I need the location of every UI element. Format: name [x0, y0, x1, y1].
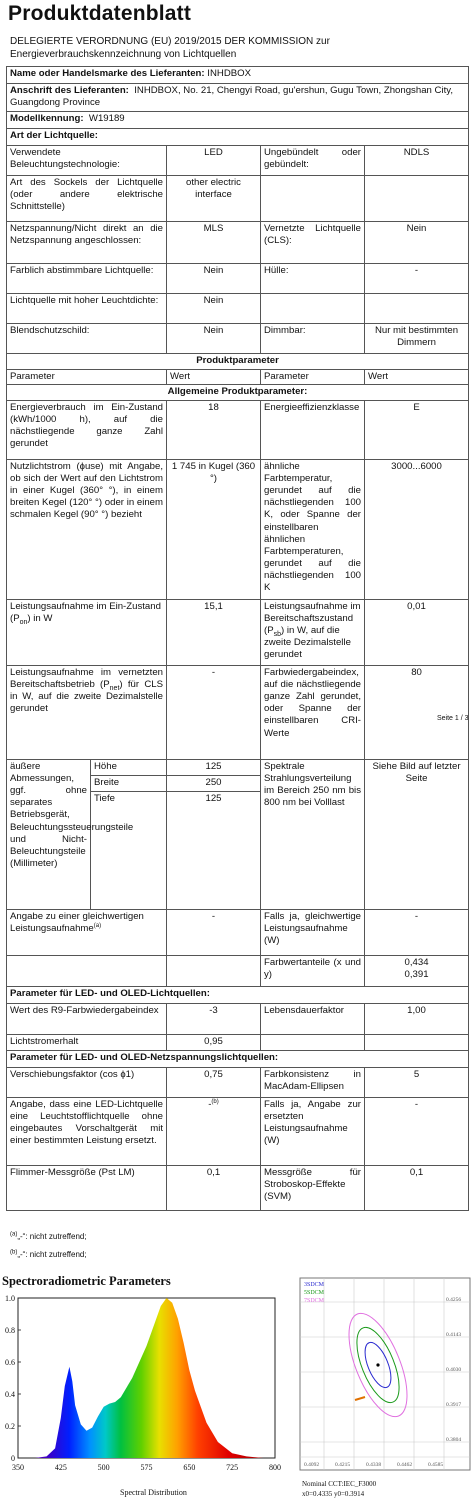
- spectrum-area: [18, 1298, 275, 1458]
- chromaticity-value: 0,434 0,391: [365, 956, 469, 987]
- spectral-distribution-label: Spektrale Strahlungsverteilung im Bereich 250 nm bis 800 nm bei Volllast: [261, 760, 365, 910]
- y-tick-label: 1.0: [5, 1294, 15, 1303]
- x-tick-label: 725: [226, 1463, 239, 1472]
- stroboscopic-metric-label: Messgröße für Stroboskop-Effekte (SVM): [261, 1166, 365, 1211]
- param-value: Nein: [167, 324, 261, 354]
- nominal-cct: Nominal CCT:IEC_F3000: [302, 1480, 377, 1488]
- cie-y-tick: 0.4256: [446, 1297, 462, 1303]
- legend-3sdcm: 3SDCM: [304, 1282, 325, 1288]
- cie-y-tick: 0.3804: [446, 1437, 462, 1443]
- flicker-metric-value: 0,1: [167, 1166, 261, 1211]
- y-tick-label: 0: [11, 1454, 15, 1463]
- param-value: Nein: [167, 294, 261, 324]
- dimension-height-value: 125: [167, 760, 261, 776]
- param-value: MLS: [167, 222, 261, 264]
- footnote-a: $^{(a)}$„-“: nicht zutreffend;: [10, 1231, 87, 1241]
- replaced-power-label: Falls ja, Angabe zur ersetzten Leistungsaufnahme (W): [261, 1098, 365, 1166]
- cri-label: Farbwiedergabeindex, auf die nächstliegende ganze Zahl gerundet, oder Spanne der einstellbaren CRI-Werte: [261, 666, 365, 760]
- useful-flux-value: 1 745 in Kugel (360 °): [167, 460, 261, 600]
- cie-chromaticity-diagram: [298, 1275, 473, 1500]
- column-header-value: Wert: [167, 370, 261, 385]
- param-value: [365, 294, 469, 324]
- cie-x-tick: 0.4338: [366, 1462, 382, 1468]
- legend-7sdcm: 7SDCM: [304, 1298, 325, 1304]
- param-label: Vernetzte Lichtquelle (CLS):: [261, 222, 365, 264]
- product-params-heading: Produktparameter: [7, 354, 469, 370]
- general-params-heading: Allgemeine Produktparameter:: [7, 385, 469, 401]
- x-tick-label: 575: [140, 1463, 153, 1472]
- x-tick-label: 650: [183, 1463, 196, 1472]
- displacement-factor-value: 0,75: [167, 1068, 261, 1098]
- cri-value: 80: [365, 666, 469, 760]
- dimension-width-label: Breite: [91, 776, 167, 792]
- param-label: Art des Sockels der Lichtquelle (oder andere elektrische Schnittstelle): [7, 176, 167, 222]
- cie-x-tick: 0.4092: [304, 1462, 320, 1468]
- param-label: [261, 176, 365, 222]
- param-label: Farblich abstimmbare Lichtquelle:: [7, 264, 167, 294]
- standby-power-value: 0,01: [365, 600, 469, 666]
- cct-label: ähnliche Farbtemperatur, gerundet auf die nächstliegenden 100 K, oder Spanne der einstellbaren ähnlichen Farbtemperaturen, gerundet auf die nächstliegenden 100 K: [261, 460, 365, 600]
- cie-x-tick: 0.4462: [397, 1462, 413, 1468]
- x-axis-label: Spectral Distribution: [120, 1488, 187, 1497]
- survival-factor-value: 1,00: [365, 1004, 469, 1035]
- equivalent-watt-label: Falls ja, gleichwertige Leistungsaufnahme (W): [261, 910, 365, 956]
- supplier-name-row: Name oder Handelsmarke des Lieferanten: INHDBOX: [7, 67, 469, 84]
- nominal-point: [376, 1363, 379, 1366]
- nominal-coordinates: x0=0.4335 y0=0.3914: [302, 1490, 365, 1498]
- fluorescent-replacement-label: Angabe, dass eine LED-Lichtquelle eine Leuchtstofflichtquelle ohne eingebautes Vorschaltgerät mit einer bestimmten Leistung ersetzt.: [7, 1098, 167, 1166]
- r9-value: -3: [167, 1004, 261, 1035]
- useful-flux-label: Nutzlichtstrom (ɸuse) mit Angabe, ob sich der Wert auf den Lichtstrom in einer Kugel (360° °), in einem breiten Kegel (120° °) oder in einem schmalen Kegel (90° °) bezieht: [7, 460, 167, 600]
- r9-label: Wert des R9-Farbwiedergabeindex: [7, 1004, 167, 1035]
- param-label: Lichtquelle mit hoher Leuchtdichte:: [7, 294, 167, 324]
- energy-consumption-label: Energieverbrauch im Ein-Zustand (kWh/1000 h), auf die nächstliegende ganze Zahl gerundet: [7, 401, 167, 460]
- cie-y-tick: 0.4030: [446, 1367, 462, 1373]
- spectral-distribution-value: Siehe Bild auf letzter Seite: [365, 760, 469, 910]
- x-tick-label: 350: [12, 1463, 24, 1472]
- replaced-power-value: -: [365, 1098, 469, 1166]
- supplier-address-row: Anschrift des Lieferanten: INHDBOX, No. 21, Chengyi Road, gu'ershun, Gugu Town, Zhongshan City, Guangdong Province: [7, 84, 469, 112]
- spectral-distribution-chart: [0, 1290, 285, 1500]
- cct-value: 3000...6000: [365, 460, 469, 600]
- lumen-maintenance-label: Lichtstromerhalt: [7, 1035, 167, 1051]
- equivalent-power-label: Angabe zu einer gleichwertigen Leistungsaufnahme$^{(a)}$: [7, 910, 167, 956]
- param-label: Verwendete Beleuchtungstechnologie:: [7, 146, 167, 176]
- param-value: Nein: [167, 264, 261, 294]
- power-on-value: 15,1: [167, 600, 261, 666]
- dimension-depth-label: Tiefe: [91, 792, 167, 910]
- param-value: -: [365, 264, 469, 294]
- fluorescent-replacement-value: -$^{(b)}$: [167, 1098, 261, 1166]
- param-label: Ungebündelt oder gebündelt:: [261, 146, 365, 176]
- dimensions-label: äußere Abmessungen, ggf. ohne separates Betriebsgerät, Beleuchtungssteuerungsteile und Nicht-Beleuchtungsteile (Millimeter): [7, 760, 91, 910]
- displacement-factor-label: Verschiebungsfaktor (cos ɸ1): [7, 1068, 167, 1098]
- y-tick-label: 0.2: [5, 1422, 15, 1431]
- energy-class-value: E: [365, 401, 469, 460]
- data-sheet-table: [6, 66, 469, 1211]
- param-label: Dimmbar:: [261, 324, 365, 354]
- equivalent-power-value: -: [167, 910, 261, 956]
- param-label: Blendschutzschild:: [7, 324, 167, 354]
- param-label: Hülle:: [261, 264, 365, 294]
- energy-consumption-value: 18: [167, 401, 261, 460]
- y-tick-label: 0.6: [5, 1358, 15, 1367]
- cie-x-tick: 0.4215: [335, 1462, 351, 1468]
- param-label: [261, 294, 365, 324]
- color-consistency-label: Farbkonsistenz in MacAdam-Ellipsen: [261, 1068, 365, 1098]
- page-number: Seite 1 / 3: [437, 715, 469, 722]
- page-title: Produktdatenblatt: [8, 2, 192, 25]
- param-value: other electric interface: [167, 176, 261, 222]
- light-source-heading: Art der Lichtquelle:: [7, 129, 469, 146]
- param-value: [365, 176, 469, 222]
- param-value: LED: [167, 146, 261, 176]
- footnote-b: $^{(b)}$„-“: nicht zutreffend;: [10, 1249, 87, 1259]
- column-header-value: Wert: [365, 370, 469, 385]
- spectro-title: Spectroradiometric Parameters: [2, 1274, 171, 1288]
- dimension-width-value: 250: [167, 776, 261, 792]
- survival-factor-label: Lebensdauerfaktor: [261, 1004, 365, 1035]
- model-id-value: W19189: [88, 113, 125, 124]
- column-header-param: Parameter: [261, 370, 365, 385]
- supplier-address-value: INHDBOX, No. 21, Chengyi Road, gu'ershun, Gugu Town, Zhongshan City, Guangdong Province: [10, 85, 454, 109]
- regulation-subtitle: DELEGIERTE VERORDNUNG (EU) 2019/2015 DER KOMMISSION zur Energieverbrauchskennzeichnung von Lichtquellen: [10, 36, 330, 60]
- param-value: NDLS: [365, 146, 469, 176]
- column-header-param: Parameter: [7, 370, 167, 385]
- dimension-height-label: Höhe: [91, 760, 167, 776]
- networked-standby-label: Leistungsaufnahme im vernetzten Bereitschaftsbetrieb $(P_{net})$ für CLS in W, auf die zweite Dezimalstelle gerundet: [7, 666, 167, 760]
- chromaticity-label: Farbwertanteile (x und y): [261, 956, 365, 987]
- supplier-name-value: INHDBOX: [207, 68, 252, 79]
- mls-params-heading: Parameter für LED- und OLED-Netzspannungslichtquellen:: [7, 1051, 469, 1068]
- cie-y-tick: 0.4143: [446, 1332, 462, 1338]
- equivalent-watt-value: -: [365, 910, 469, 956]
- model-id-row: Modellkennung: W19189: [7, 112, 469, 129]
- cie-x-tick: 0.4585: [428, 1462, 444, 1468]
- energy-class-label: Energieeffizienzklasse: [261, 401, 365, 460]
- networked-standby-value: -: [167, 666, 261, 760]
- stroboscopic-metric-value: 0,1: [365, 1166, 469, 1211]
- color-consistency-value: 5: [365, 1068, 469, 1098]
- lumen-maintenance-value: 0,95: [167, 1035, 261, 1051]
- power-on-label: Leistungsaufnahme im Ein-Zustand $(P_{on})$ in W: [7, 600, 167, 666]
- legend-5sdcm: 5SDCM: [304, 1290, 325, 1296]
- standby-power-label: Leistungsaufnahme im Bereitschaftszustand $(P_{sb})$ in W, auf die zweite Dezimalstelle gerundet: [261, 600, 365, 666]
- y-tick-label: 0.4: [5, 1390, 15, 1399]
- x-tick-label: 425: [54, 1463, 67, 1472]
- cie-y-tick: 0.3917: [446, 1402, 462, 1408]
- led-params-heading: Parameter für LED- und OLED-Lichtquellen:: [7, 987, 469, 1004]
- cie-legend: [304, 1282, 325, 1304]
- x-tick-label: 800: [269, 1463, 281, 1472]
- param-value: Nur mit bestimmten Dimmern: [365, 324, 469, 354]
- cie-plot-frame: [300, 1278, 470, 1470]
- y-axis: [5, 1294, 21, 1463]
- dimension-depth-value: 125: [167, 792, 261, 910]
- flicker-metric-label: Flimmer-Messgröße (Pst LM): [7, 1166, 167, 1211]
- x-tick-label: 500: [97, 1463, 110, 1472]
- y-tick-label: 0.8: [5, 1326, 15, 1335]
- param-label: Netzspannung/Nicht direkt an die Netzspannung angeschlossen:: [7, 222, 167, 264]
- param-value: Nein: [365, 222, 469, 264]
